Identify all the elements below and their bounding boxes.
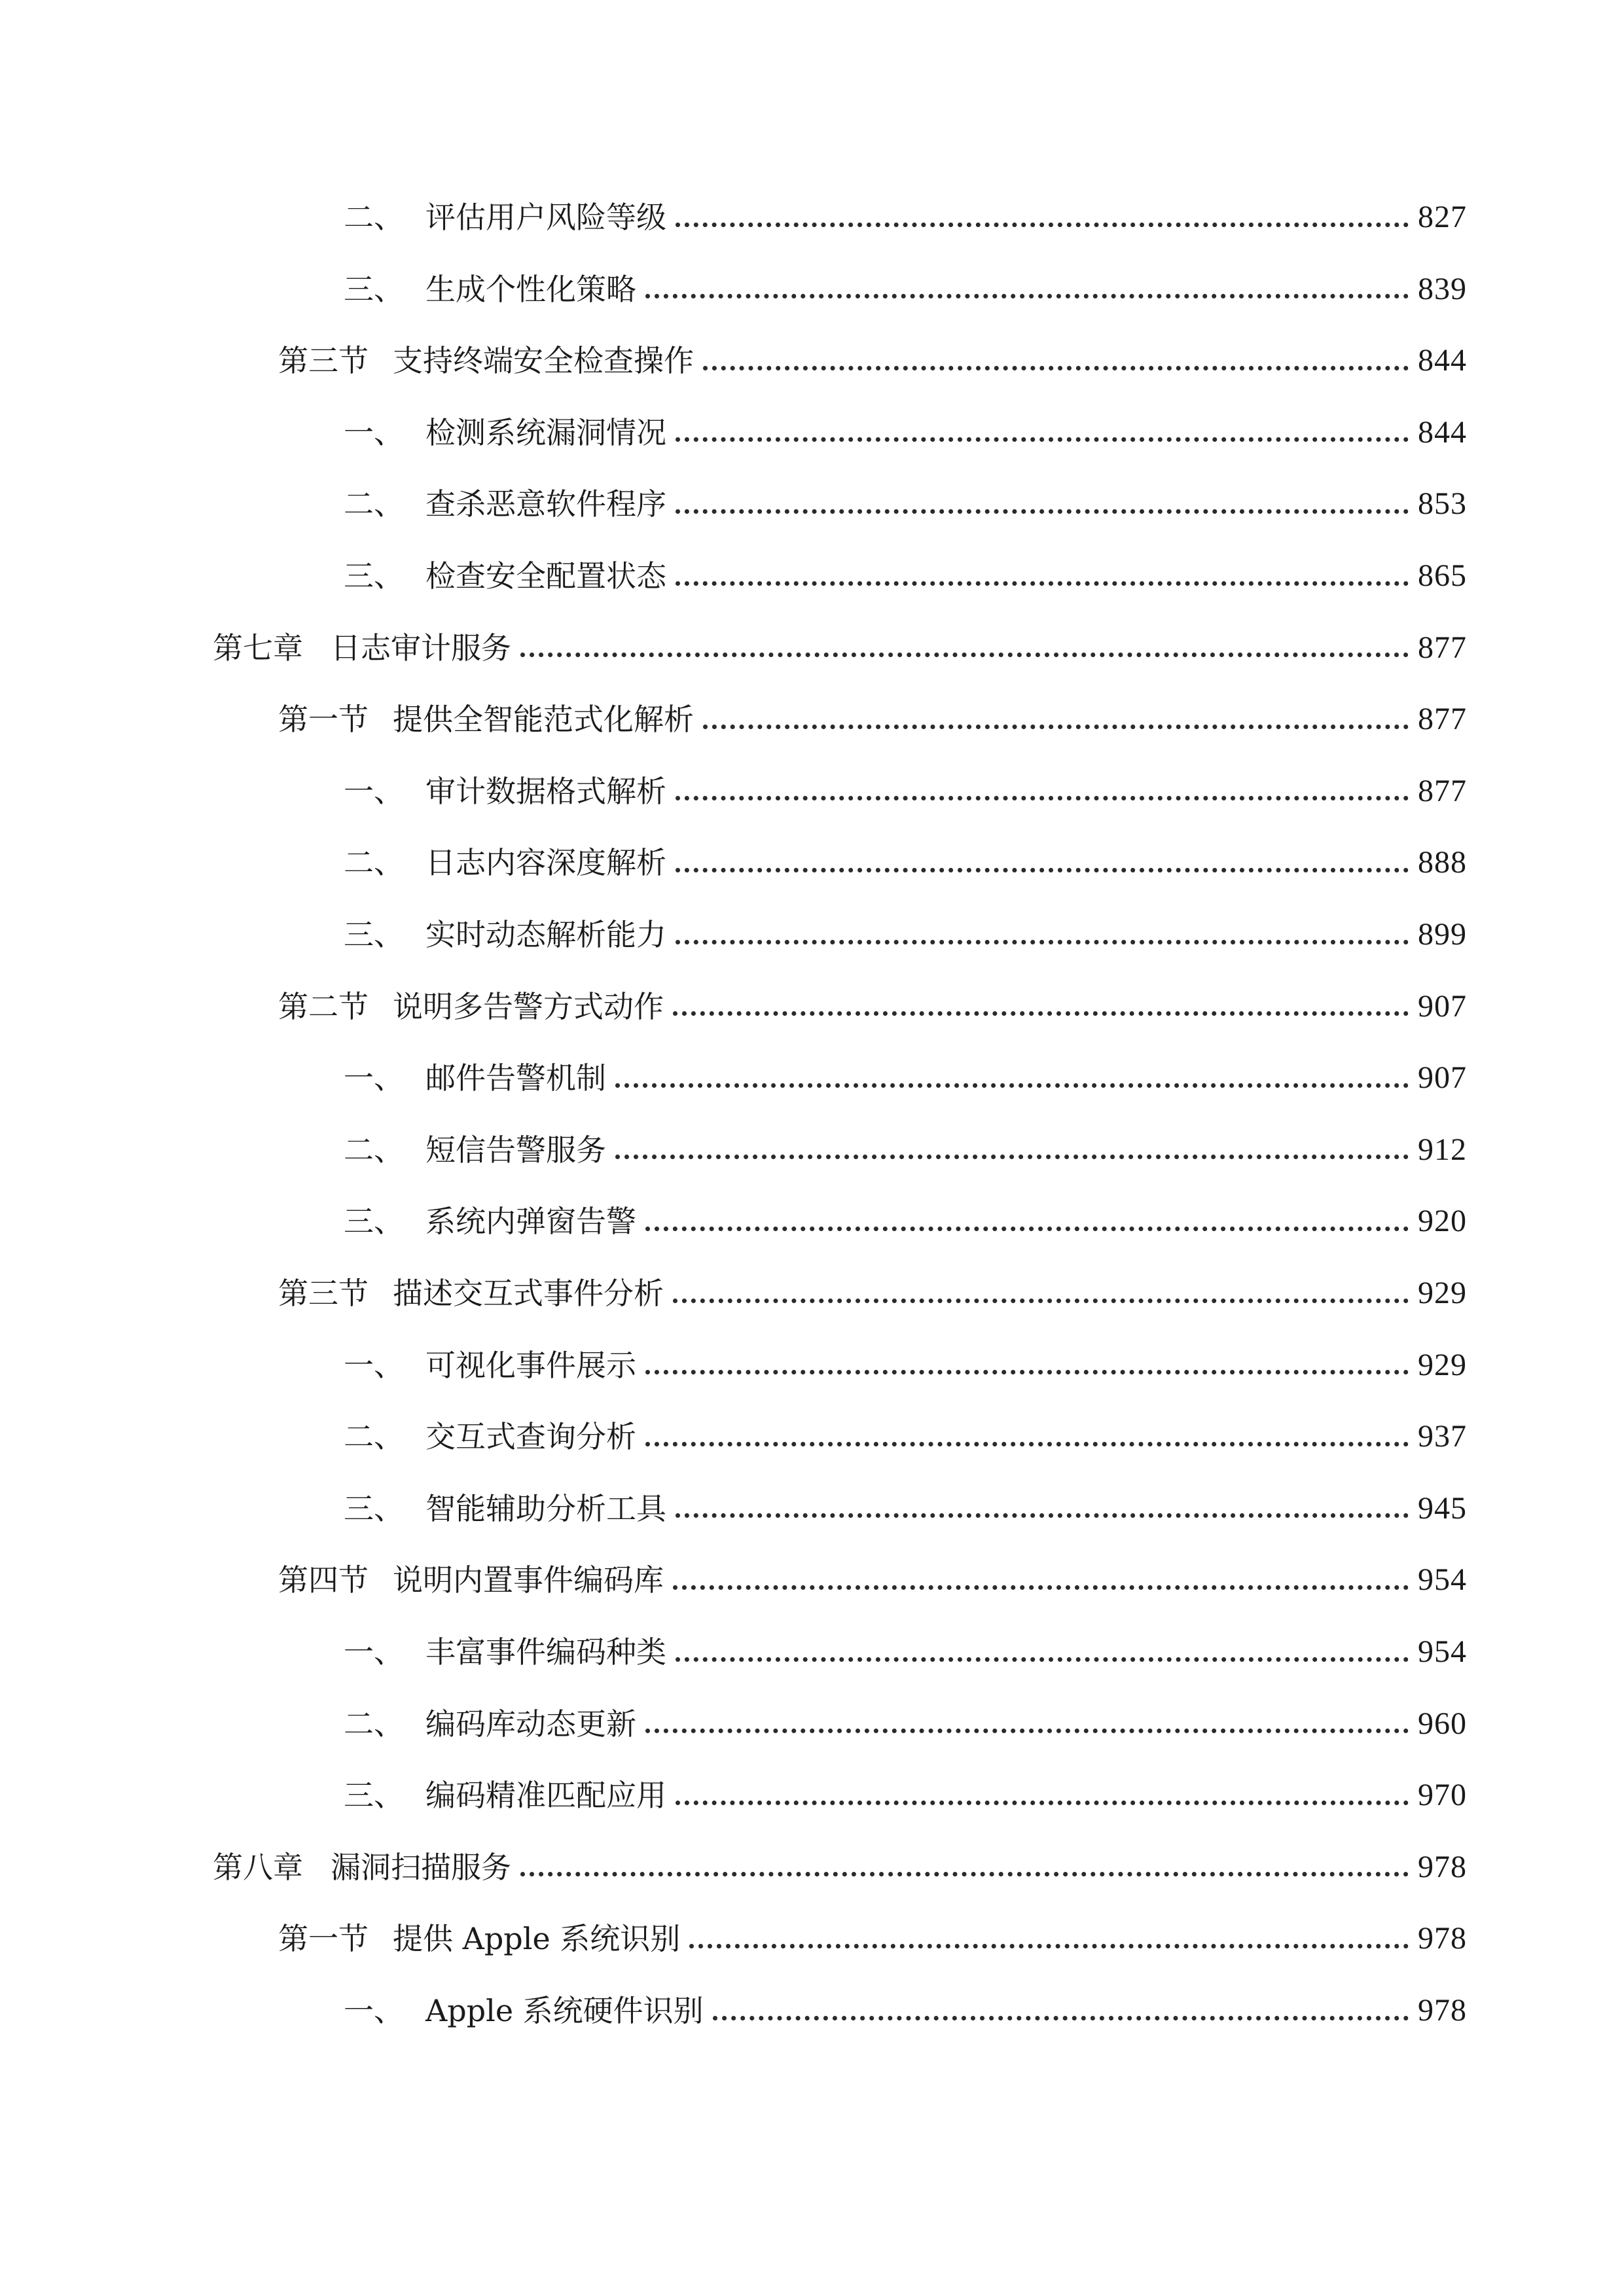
dot-leader: [615, 1155, 1409, 1159]
toc-entry[interactable]: [344, 1195, 1467, 1247]
toc-entry-label: 二、: [344, 1132, 404, 1168]
toc-entry-title: 日志内容深度解析: [425, 845, 666, 881]
dot-leader: [645, 1442, 1409, 1446]
dot-leader: [703, 366, 1409, 370]
dot-leader: [645, 1729, 1409, 1733]
toc-entry-label: 第八章: [213, 1849, 303, 1885]
toc-entry-label: 三、: [344, 558, 404, 594]
toc-entry-label: 三、: [344, 1204, 404, 1240]
toc-entry-title: 提供全智能范式化解析: [393, 702, 694, 738]
dot-leader: [645, 1370, 1409, 1374]
dot-leader: [703, 725, 1409, 729]
toc-entry-page-number: 954: [1418, 1562, 1467, 1598]
toc-entry-label: 三、: [344, 917, 404, 952]
toc-entry-label: 二、: [344, 1419, 404, 1455]
toc-entry-title: 短信告警服务: [425, 1132, 606, 1168]
toc-entry-page-number: 839: [1418, 271, 1467, 306]
toc-entry-label: 一、: [344, 414, 404, 450]
toc-entry-title: 生成个性化策略: [425, 271, 636, 307]
toc-entry[interactable]: [278, 693, 1467, 745]
toc-entry-page-number: 907: [1418, 1060, 1467, 1096]
toc-entry-page-number: 844: [1418, 414, 1467, 450]
toc-entry-label: 一、: [344, 773, 404, 809]
toc-entry-title: 支持终端安全检查操作: [393, 343, 694, 379]
toc-entry[interactable]: [344, 765, 1467, 817]
toc-entry-title: 说明多告警方式动作: [393, 988, 664, 1024]
toc-entry[interactable]: [344, 1626, 1467, 1678]
toc-entry-label: 一、: [344, 1993, 404, 2028]
toc-entry-title: 评估用户风险等级: [425, 200, 666, 235]
toc-entry-title: 实时动态解析能力: [425, 917, 666, 952]
toc-entry-page-number: 937: [1418, 1419, 1467, 1454]
toc-entry[interactable]: [344, 1410, 1467, 1463]
toc-entry-page-number: 827: [1418, 200, 1467, 234]
toc-entry-title: 漏洞扫描服务: [331, 1849, 511, 1885]
toc-entry[interactable]: [344, 1482, 1467, 1535]
toc-entry-label: 二、: [344, 1706, 404, 1742]
toc-entry-title: 检查安全配置状态: [425, 558, 666, 594]
toc-entry[interactable]: [278, 1267, 1467, 1319]
dot-leader: [673, 1011, 1409, 1016]
toc-entry[interactable]: [344, 1698, 1467, 1750]
toc-entry-title: 系统内弹窗告警: [425, 1204, 636, 1240]
dot-leader: [676, 1657, 1409, 1662]
toc-entry-page-number: 929: [1418, 1276, 1467, 1310]
toc-entry-label: 第三节: [278, 343, 369, 379]
toc-entry-label: 一、: [344, 1060, 404, 1096]
toc-entry[interactable]: [278, 334, 1467, 387]
dot-leader: [615, 1083, 1409, 1088]
toc-entry-title: Apple 系统硬件识别: [425, 1993, 704, 2028]
toc-entry-title: 日志审计服务: [331, 630, 511, 666]
dot-leader: [713, 2016, 1409, 2020]
toc-entry-page-number: 954: [1418, 1634, 1467, 1669]
toc-entry[interactable]: [344, 1984, 1467, 2037]
toc-entry-title: 智能辅助分析工具: [425, 1490, 666, 1526]
toc-entry[interactable]: [344, 478, 1467, 530]
toc-entry[interactable]: [344, 908, 1467, 961]
toc-entry-label: 第一节: [278, 702, 369, 738]
toc-entry-label: 一、: [344, 1347, 404, 1383]
toc-entry[interactable]: [278, 1912, 1467, 1965]
toc-entry[interactable]: [278, 980, 1467, 1033]
toc-entry-label: 三、: [344, 1778, 404, 1814]
toc-entry-page-number: 877: [1418, 630, 1467, 665]
toc-entry-label: 三、: [344, 1490, 404, 1526]
dot-leader: [689, 1944, 1409, 1948]
toc-entry-page-number: 877: [1418, 773, 1467, 808]
toc-entry[interactable]: [344, 1339, 1467, 1391]
toc-entry-page-number: 877: [1418, 702, 1467, 737]
dot-leader: [676, 437, 1409, 442]
toc-entry-title: 编码库动态更新: [425, 1706, 636, 1742]
toc-entry-title: 检测系统漏洞情况: [425, 414, 666, 450]
toc-entry-page-number: 920: [1418, 1204, 1467, 1239]
toc-entry-label: 二、: [344, 486, 404, 522]
toc-entry-title: 查杀恶意软件程序: [425, 486, 666, 522]
toc-entry[interactable]: [344, 836, 1467, 889]
toc-entry[interactable]: [344, 1124, 1467, 1176]
toc-entry-label: 一、: [344, 1634, 404, 1670]
toc-entry-title: 可视化事件展示: [425, 1347, 636, 1383]
toc-entry-title: 交互式查询分析: [425, 1419, 636, 1455]
toc-entry[interactable]: [344, 550, 1467, 602]
toc-entry[interactable]: [344, 406, 1467, 459]
dot-leader: [676, 868, 1409, 872]
toc-entry-label: 三、: [344, 271, 404, 307]
toc-entry-page-number: 929: [1418, 1347, 1467, 1382]
dot-leader: [520, 1872, 1409, 1876]
toc-entry-page-number: 899: [1418, 917, 1467, 952]
toc-entry-title: 说明内置事件编码库: [393, 1562, 664, 1598]
toc-entry-page-number: 907: [1418, 988, 1467, 1024]
toc-entry[interactable]: [278, 1554, 1467, 1606]
toc-entry-label: 第三节: [278, 1276, 369, 1311]
toc-entry-title: 丰富事件编码种类: [425, 1634, 666, 1670]
toc-entry-page-number: 960: [1418, 1706, 1467, 1741]
dot-leader: [676, 223, 1409, 227]
toc-entry-page-number: 978: [1418, 1849, 1467, 1884]
toc-entry-page-number: 844: [1418, 343, 1467, 378]
toc-entry[interactable]: [344, 1052, 1467, 1104]
toc-entry-page-number: 945: [1418, 1490, 1467, 1526]
dot-leader: [673, 1585, 1409, 1590]
toc-entry-label: 第七章: [213, 630, 303, 666]
toc-entry-title: 提供 Apple 系统识别: [393, 1921, 681, 1957]
dot-leader: [676, 1513, 1409, 1518]
dot-leader: [676, 940, 1409, 944]
toc-entry[interactable]: [213, 622, 1467, 674]
toc-entry-title: 邮件告警机制: [425, 1060, 606, 1096]
dot-leader: [645, 1227, 1409, 1231]
toc-entry[interactable]: [344, 263, 1467, 315]
toc-entry-page-number: 970: [1418, 1778, 1467, 1813]
toc-entry-title: 审计数据格式解析: [425, 773, 666, 809]
toc-entry-title: 编码精准匹配应用: [425, 1778, 666, 1814]
dot-leader: [676, 581, 1409, 586]
dot-leader: [673, 1299, 1409, 1303]
toc-entry-page-number: 853: [1418, 486, 1467, 522]
dot-leader: [520, 653, 1409, 657]
toc-entry-label: 第一节: [278, 1921, 369, 1957]
toc-entry-page-number: 978: [1418, 1921, 1467, 1956]
toc-entry-page-number: 865: [1418, 558, 1467, 593]
dot-leader: [676, 1801, 1409, 1805]
dot-leader: [645, 294, 1409, 298]
toc-entry-page-number: 912: [1418, 1132, 1467, 1167]
toc-entry-title: 描述交互式事件分析: [393, 1276, 664, 1311]
dot-leader: [676, 509, 1409, 514]
toc-entry-page-number: 888: [1418, 845, 1467, 880]
toc-entry[interactable]: [213, 1841, 1467, 1893]
toc-entry-page-number: 978: [1418, 1993, 1467, 2028]
toc-entry-label: 二、: [344, 845, 404, 881]
toc-entry-label: 第四节: [278, 1562, 369, 1598]
toc-entry-label: 第二节: [278, 988, 369, 1024]
toc-entry[interactable]: [344, 191, 1467, 243]
dot-leader: [676, 796, 1409, 800]
toc-entry-label: 二、: [344, 200, 404, 235]
toc-entry[interactable]: [344, 1769, 1467, 1821]
